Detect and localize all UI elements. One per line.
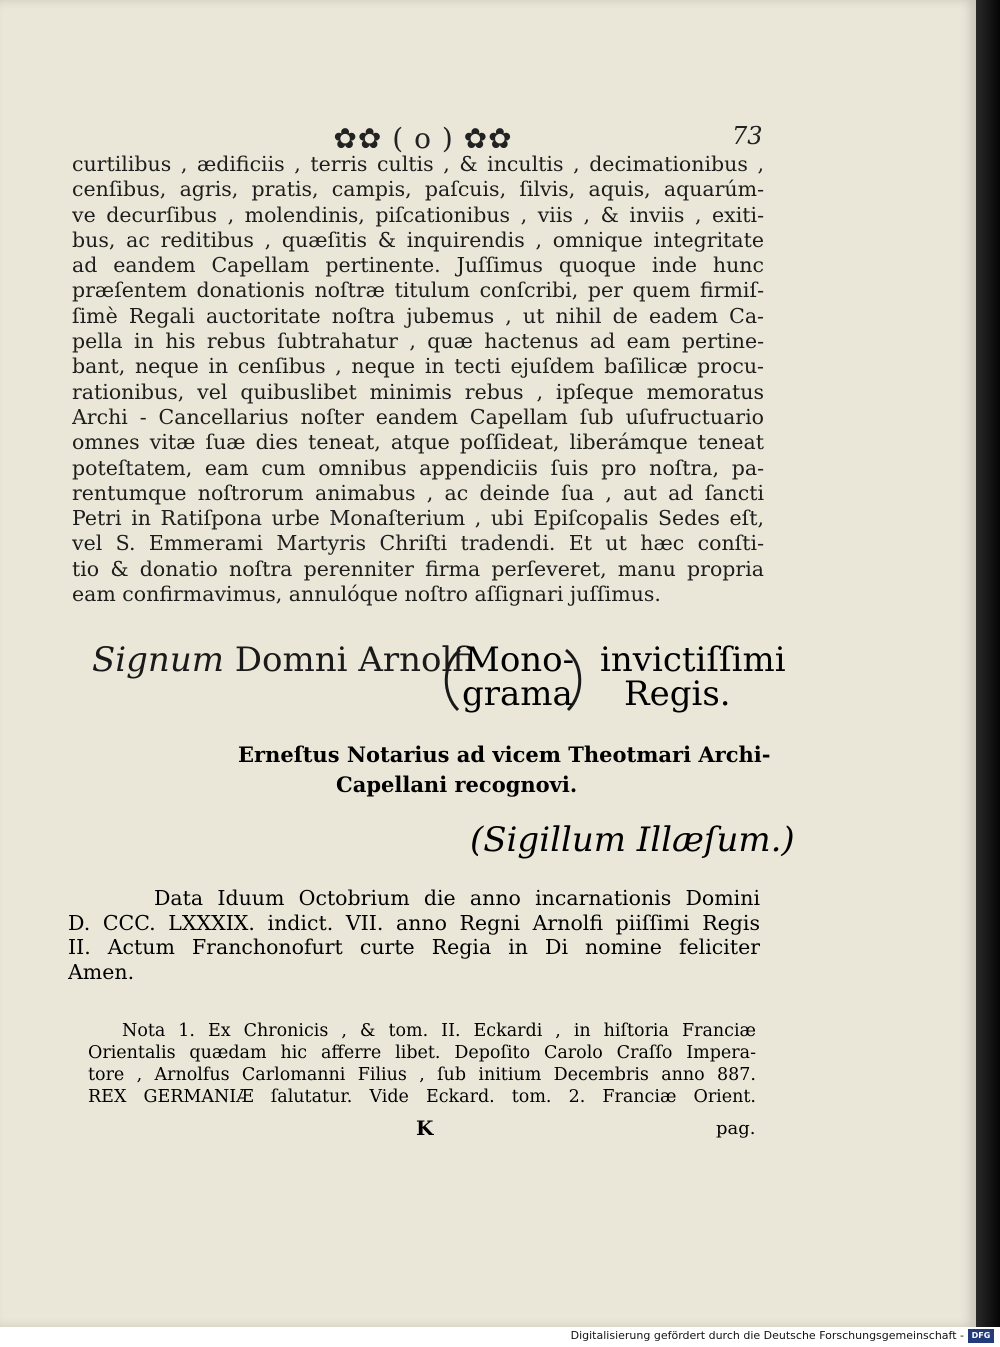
page-number: 73 bbox=[732, 122, 763, 150]
body-line: poteſtatem, eam cum omnibus appendiciis ſuis pro noſtra, pa- bbox=[72, 455, 764, 480]
monogram-top: Mono- bbox=[465, 640, 575, 680]
body-line: ve decurſibus , molendinis, piſcationibus , viis , & inviis , exiti- bbox=[72, 202, 764, 227]
notary-line-1: Erneſtus Notarius ad vicem Theotmari Archi- bbox=[238, 742, 771, 767]
body-line: pella in his rebus ſubtrahatur , quæ hactenus ad eam pertine- bbox=[72, 329, 764, 354]
footnote-line: Orientalis quædam hic afferre libet. Depoſito Carolo Craſſo Impera- bbox=[88, 1043, 756, 1063]
date-line: D. CCC. LXXXIX. indict. VII. anno Regni Arnolfi piiſſimi Regis bbox=[68, 910, 760, 935]
body-line: tio & donatio noſtra perenniter firma perſeveret, manu propria bbox=[72, 556, 764, 581]
body-line: curtilibus , ædificiis , terris cultis , & incultis , decimationibus , bbox=[72, 152, 764, 176]
footnote-line: tore , Arnolfus Carlomanni Filius , ſub initium Decembris anno 887. bbox=[88, 1065, 756, 1085]
body-line: bus, ac reditibus , quæſitis & inquirendis , omnique integritate bbox=[72, 227, 764, 252]
charter-body-text bbox=[72, 152, 764, 607]
body-line: eam confirmavimus, annulóque noſtro aſſignari juſſimus. bbox=[72, 582, 661, 607]
date-line: Amen. bbox=[68, 959, 135, 984]
footnote-line: Nota 1. Ex Chronicis , & tom. II. Eckardi , in hiſtoria Franciæ bbox=[122, 1021, 756, 1041]
body-line: rationibus, vel quibuslibet minimis rebus , ipſeque memoratus bbox=[72, 379, 764, 404]
footnote bbox=[88, 1020, 756, 1108]
invictissimi: invictiſſimi bbox=[600, 640, 786, 680]
body-line: Archi - Cancellarius noſter eandem Capellam ſub uſufructuario bbox=[72, 404, 764, 429]
header-ornament: ✿✿ ( o ) ✿✿ bbox=[333, 122, 513, 155]
monogram-bottom: grama bbox=[462, 674, 573, 714]
notary-line-2: Capellani recognovi. bbox=[336, 772, 578, 797]
page-edge-shadow bbox=[976, 0, 1000, 1327]
regis: Regis. bbox=[624, 674, 731, 714]
body-line: vel S. Emmerami Martyris Chriſti tradendi. Et ut hæc conſti- bbox=[72, 531, 764, 556]
body-line: cenſibus, agris, pratis, campis, paſcuis, ſilvis, aquis, aquarúm- bbox=[72, 177, 764, 202]
date-line: II. Actum Franchonofurt curte Regia in Di nomine feliciter bbox=[68, 935, 760, 959]
signum-block bbox=[92, 640, 475, 680]
signature-mark: K bbox=[416, 1116, 434, 1140]
footnote-line: REX GERMANIÆ ſalutatur. Vide Eckard. tom. 2. Franciæ Orient. bbox=[88, 1087, 756, 1107]
body-line: rentumque noſtrorum animabus , ac deinde ſua , aut ad ſancti bbox=[72, 480, 764, 505]
footer-bar bbox=[0, 1327, 1000, 1347]
date-line: Data Iduum Octobrium die anno incarnationis Domini bbox=[154, 886, 760, 910]
date-clause bbox=[68, 886, 760, 984]
body-line: præſentem donationis noſtræ titulum conſcribi, per quem firmiſ- bbox=[72, 278, 764, 303]
body-line: omnes vitæ ſuæ dies teneat, atque poſſideat, liberámque teneat bbox=[72, 430, 764, 455]
body-line: ſimè Regali auctoritate noſtra jubemus , ut nihil de eadem Ca- bbox=[72, 303, 764, 328]
body-line: Petri in Ratiſpona urbe Monaſterium , ubi Epiſcopalis Sedes eſt, bbox=[72, 506, 764, 531]
body-line: bant, neque in cenſibus , neque in tecti ejuſdem baſilicæ procu- bbox=[72, 354, 764, 379]
body-line: ad eandem Capellam pertinente. Juſſimus quoque inde hunc bbox=[72, 253, 764, 278]
catchword: pag. bbox=[716, 1118, 756, 1139]
footer-credit: Digitalisierung gefördert durch die Deutsche Forschungsgemeinschaft - bbox=[570, 1329, 964, 1342]
domni-arnolfi: Domni Arnolfi bbox=[234, 640, 476, 680]
sigillum: (Sigillum Illæſum.) bbox=[470, 820, 795, 860]
signum-word: Signum bbox=[92, 640, 224, 680]
dfg-logo: DFG bbox=[968, 1329, 994, 1343]
